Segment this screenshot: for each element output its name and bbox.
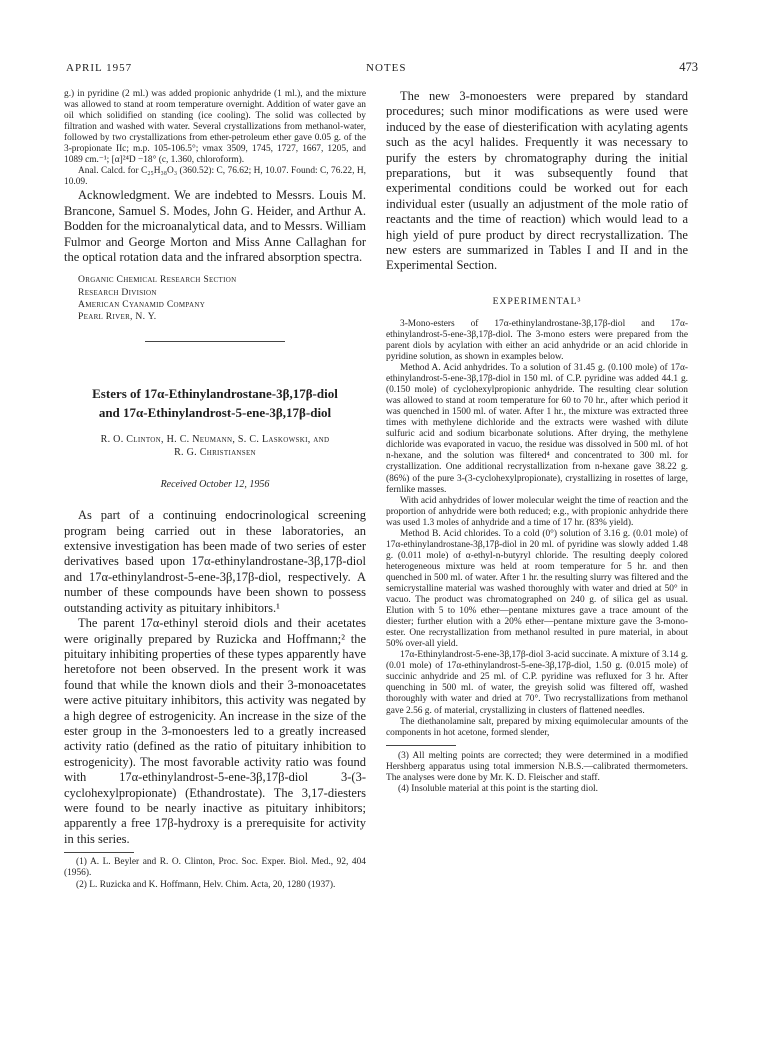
affiliation-line: Research Division [78,286,157,298]
author-line: R. O. Clinton, H. C. Neumann, S. C. Laskowski, and [100,434,330,446]
header-section: NOTES [366,62,407,74]
received-date: Received October 12, 1956 [160,479,270,491]
footnote: (3) All melting points are corrected; they were determined in a modified Hershberg apparatus using total immersion N.B.S.—calibrated thermometers. The analyses were done by Mr. K. D. Fleischer and staff. [386,750,688,784]
intro-paragraph: As part of a continuing endocrinological screening program being carried out in these laboratories, an extensive investigation has been made of two series of ester derivatives based upon 17α-ethinylandrostane-3β,17β-diol and 17α-ethinylandrost-5-ene-3β,17β-diol, respectively. A number of these compounds have been shown to possess outstanding activity as pituitary inhibitors.¹ [64,508,366,615]
section-heading: EXPERIMENTAL³ [492,295,582,307]
analysis-text: Anal. Calcd. for C₂₅H₃₈O₃ (360.52): C, 76.62; H, 10.07. Found: C, 76.22, H, 10.09. [64,166,366,188]
article-title-line: and 17α-Ethinylandrost-5-ene-3β,17β-diol [98,405,332,421]
affiliation-line: Pearl River, N. Y. [78,311,157,323]
article-title [64,384,366,422]
right-column [386,89,688,795]
experimental-paragraph: Method B. Acid chlorides. To a cold (0°) solution of 3.16 g. (0.01 mole) of 17α-ethinylandrostane-3β,17β-diol in 20 ml. of pyridine was slowly added 1.48 g. (0.011 mole) of α-ethyl-n-butyryl chloride. The resulting deeply colored heterogeneous mixture was held at room temperature for 5 hr. and then quenched in 500 ml. of water. After 1 hr. the resulting slurry was filtered and the semicrystalline material was washed thoroughly with water and dried at 50° in vacuo. The product was chromatographed on 240 g. of silica gel as usual. Elution with 5 to 10% ether—pentane mixtures gave a trace amount of the diester; further elution with a 20% ether—pentane mixture gave the 3-mono-ester. One recrystallization from methanol resulted in pure material, in about 50% over-all yield. [386,528,688,650]
affiliation-line: American Cyanamid Company [78,298,206,310]
author-line: R. G. Christiansen [174,447,256,459]
affiliation-line: Organic Chemical Research Section [78,274,237,286]
left-column [64,89,366,891]
header-date: APRIL 1957 [66,62,133,74]
affiliation-block [78,274,366,323]
footnote-rule [64,852,134,853]
experimental-paragraph: 3-Mono-esters of 17α-ethinylandrostane-3β,17β-diol and 17α-ethinylandrost-5-ene-3β,17β-diol. The 3-mono esters were prepared from the parent diols by acylation with either an acid anhydride or an acid chloride in pyridine solution, as shown in examples below. [386,318,688,363]
experimental-paragraph: With acid anhydrides of lower molecular weight the time of reaction and the proportion of anhydride were both reduced; e.g., with propionic anhydride there was used 1.3 moles of anhydride and a time of 17 hr. (83% yield). [386,495,688,528]
acknowledgment-paragraph: Acknowledgment. We are indebted to Messrs. Louis M. Brancone, Samuel S. Modes, John G. Heider, and Arthur A. Bodden for the microanalytical data, and to Messrs. William Fulmor and George Morton and Miss Anne Callaghan for the optical rotation data and the infrared absorption spectra. [64,188,366,265]
experimental-paragraph: The diethanolamine salt, prepared by mixing equimolecular amounts of the components in hot acetone, formed slender, [386,716,688,738]
continued-experimental-text: g.) in pyridine (2 ml.) was added propionic anhydride (1 ml.), and the mixture was allowed to stand at room temperature overnight. Addition of water gave an oil which solidified on standing (ice cooling). The solid was collected by filtration and washed with water. Several crystallizations from methanol-water, followed by two crystallizations from ether-petroleum ether gave 0.05 g. of the 3-propionate IIc; m.p. 105-106.5°; νmax 3509, 1745, 1727, 1667, 1205, and 1089 cm.⁻¹; [α]²⁴D −18° (c, 1.360, chloroform). [64,89,366,166]
footnote: (1) A. L. Beyler and R. O. Clinton, Proc. Soc. Exper. Biol. Med., 92, 404 (1956). [64,857,366,879]
body-paragraph: The parent 17α-ethinyl steroid diols and their acetates were originally prepared by Ruzicka and Hoffmann;² the pituitary inhibiting properties of these types apparently have heretofore not been observed. In the present work it was found that while the known diols and their 3-monoacetates were active pituitary inhibitors, this activity was negated by a high degree of estrogenicity. An increase in the size of the ester group in the 3-monoesters led to a greatly increased activity ratio (defined as the ratio of pituitary inhibition to estrogenicity). The most favorable activity ratio was found with 17α-ethinylandrost-5-ene-3β,17β-diol 3-(3-cyclohexylpropionate) (Ethandrostate). The 3,17-diesters were found to be nearly inactive as pituitary inhibitors; apparently a free 17β-hydroxy is a prerequisite for activity in this series. [64,616,366,846]
experimental-paragraph: Method A. Acid anhydrides. To a solution of 31.45 g. (0.100 mole) of 17α-ethinylandrost-5-ene-3β,17β-diol in 150 ml. of C.P. pyridine was added 44.1 g. (0.150 mole) of cyclohexylpropionic anhydride. The resulting clear solution was allowed to stand at room temperature for 60 to 70 hr., after which period it was quenched in 1500 ml. of water. After 1 hr., the mixture was extracted three times with methylene dichloride and the extracts were washed with dilute sulfuric acid and sodium bicarbonate solutions. After drying, the methylene dichloride was evaporated in vacuo, the residue was dissolved in 500 ml. of hot n-hexane, and the solution was filtered⁴ and concentrated to 300 ml. for crystallization. One additional recrystallization from n-hexane gave 38.22 g. (86%) of the pure 3-(3-cyclohexylpropionate), crystallizing in rosettes of large, fernlike masses. [386,363,688,495]
experimental-paragraph: 17α-Ethinylandrost-5-ene-3β,17β-diol 3-acid succinate. A mixture of 3.14 g. (0.01 mole) of 17α-ethinylandrost-5-ene-3β,17β-diol, 1.50 g. (0.015 mole) of succinic anhydride and 25 ml. of C.P. pyridine was refluxed for 3 hr. After quenching in 500 ml. of water, the greyish solid was filtered off, washed thoroughly with water and dried at 70°. Two recrystallizations from methanol gave 2.56 g. of material, crystallizing in clusters of flattened needles. [386,650,688,716]
article-title-line: Esters of 17α-Ethinylandrostane-3β,17β-diol [92,386,338,402]
page-number: 473 [679,60,698,74]
running-header [66,60,698,80]
separator-rule [145,341,285,342]
author-list [64,433,366,459]
footnote: (4) Insoluble material at this point is the starting diol. [398,784,598,795]
body-paragraph: The new 3-monoesters were prepared by standard procedures; such minor modifications as were used were induced by the ease of diesterification with acylating agents such as the acyl halides. Frequently it was necessary to purify the esters by chromatography during the initial preparations, but it was subsequently found that experimental conditions could be worked out for each individual ester (usually an adjustment of the mole ratio of reactants and the time of reaction) which would lead to a high yield of pure product by direct recrystallization. The new esters are summarized in Tables I and II and in the Experimental Section. [386,89,688,273]
footnote: (2) L. Ruzicka and K. Hoffmann, Helv. Chim. Acta, 20, 1280 (1937). [76,879,336,890]
footnote-rule [386,745,456,746]
